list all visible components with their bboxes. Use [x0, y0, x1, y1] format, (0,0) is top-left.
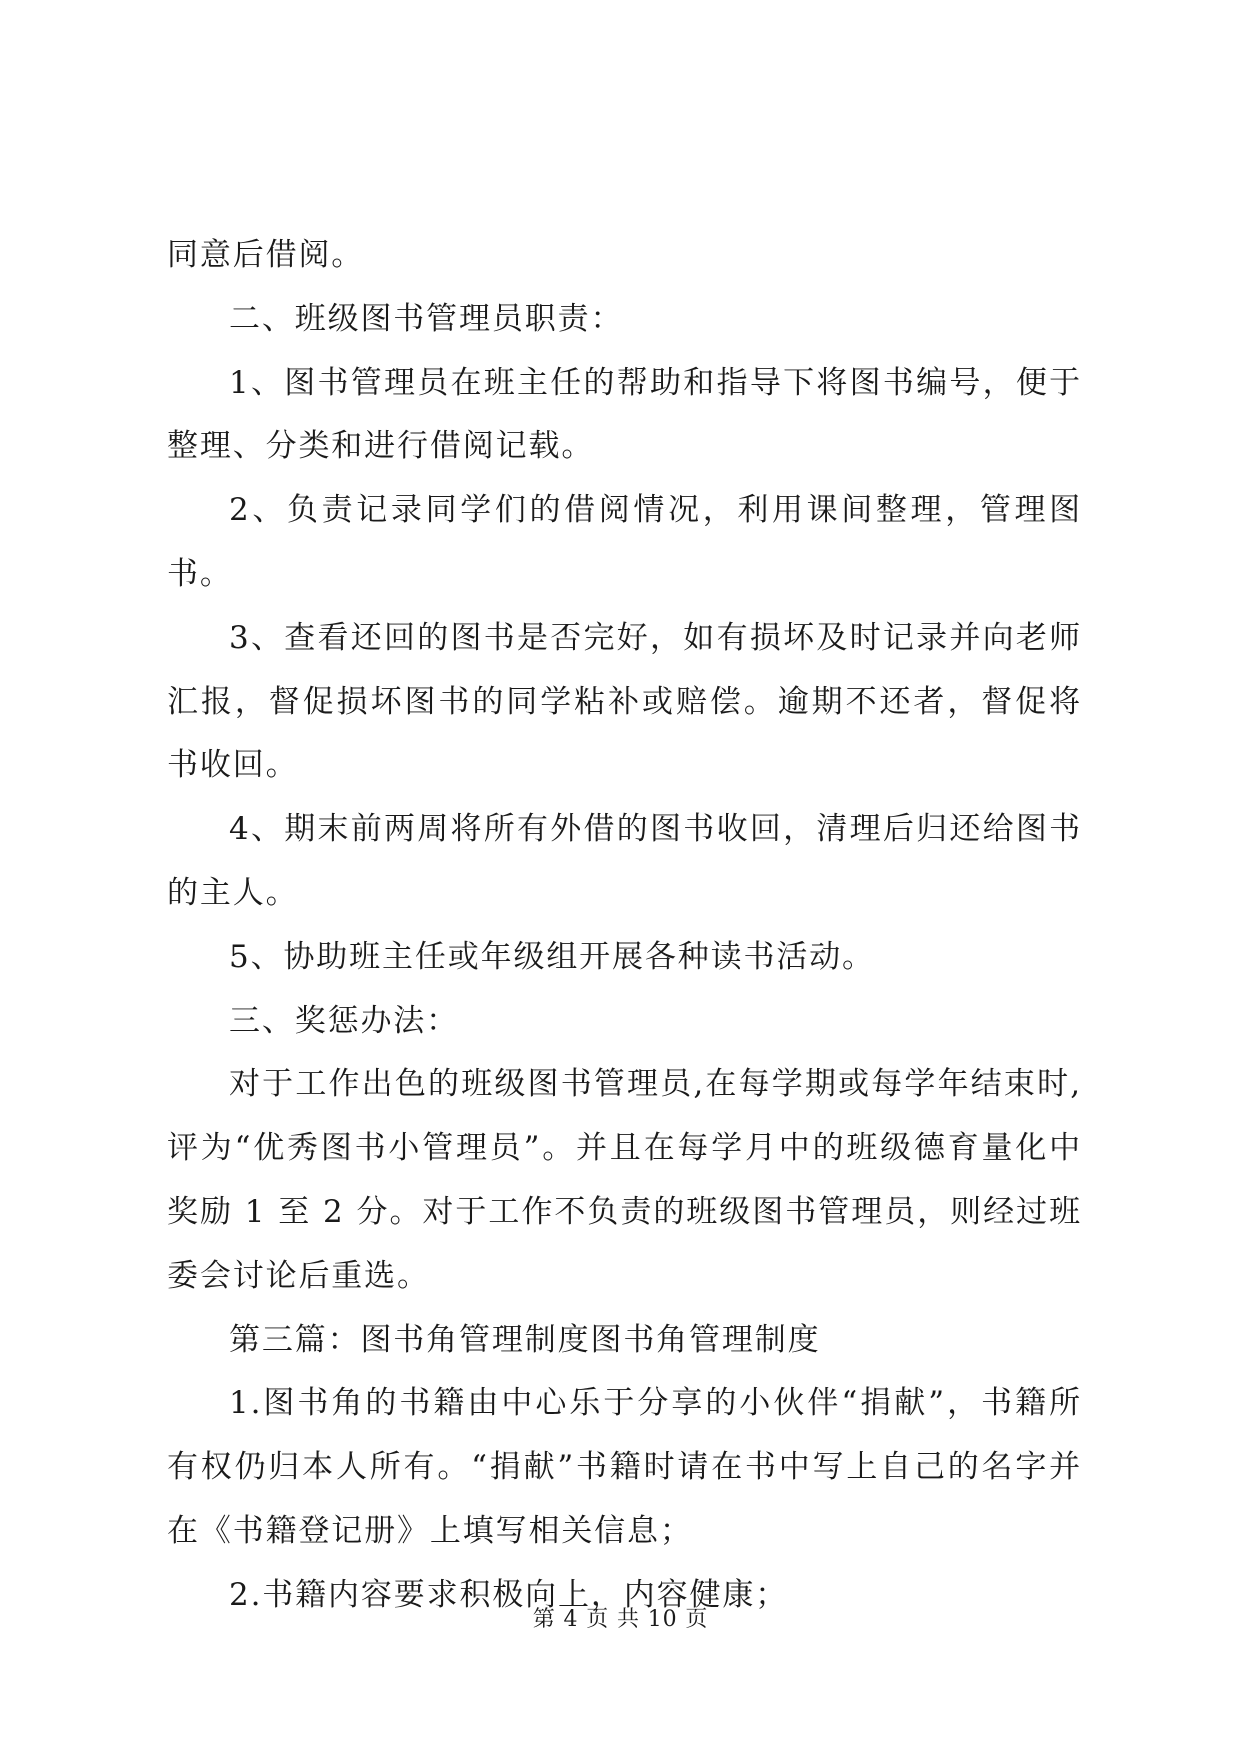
paragraph-continuation: 同意后借阅。 [167, 237, 365, 273]
section-heading-librarian-duties: 二、班级图书管理员职责： [229, 300, 624, 337]
duty-item-4: 4、期末前两周将所有外借的图书收回，清理后归还给图书的主人。 [167, 811, 1082, 911]
chapter-heading-reading-corner: 第三篇：图书角管理制度图书角管理制度 [229, 1321, 821, 1358]
duty-item-3: 3、查看还回的图书是否完好，如有损坏及时记录并向老师汇报，督促损坏图书的同学粘补或赔偿。逾期不还者，督促将书收回。 [167, 619, 1082, 784]
duty-item-5: 5、协助班主任或年级组开展各种读书活动。 [229, 938, 875, 975]
document-body [167, 224, 1082, 1628]
page-footer [0, 1605, 1241, 1635]
rule-item-1: 1.图书角的书籍由中心乐于分享的小伙伴“捐献”，书籍所有权仍归本人所有。“捐献”书籍时请在书中写上自己的名字并在《书籍登记册》上填写相关信息； [167, 1385, 1082, 1549]
duty-item-1: 1、图书管理员在班主任的帮助和指导下将图书编号，便于整理、分类和进行借阅记载。 [167, 364, 1082, 465]
section-heading-rewards: 三、奖惩办法： [229, 1002, 460, 1039]
rule-item-2: 2.书籍内容要求积极向上，内容健康； [229, 1576, 789, 1613]
page-number: 第 4 页 共 10 页 [532, 1607, 709, 1632]
rewards-paragraph: 对于工作出色的班级图书管理员,在每学期或每学年结束时,评为“优秀图书小管理员”。并且在每学月中的班级德育量化中奖励 1 至 2 分。对于工作不负责的班级图书管理员，则经过班委会讨论后重选。 [167, 1066, 1082, 1294]
duty-item-2: 2、负责记录同学们的借阅情况，利用课间整理，管理图书。 [167, 492, 1082, 592]
